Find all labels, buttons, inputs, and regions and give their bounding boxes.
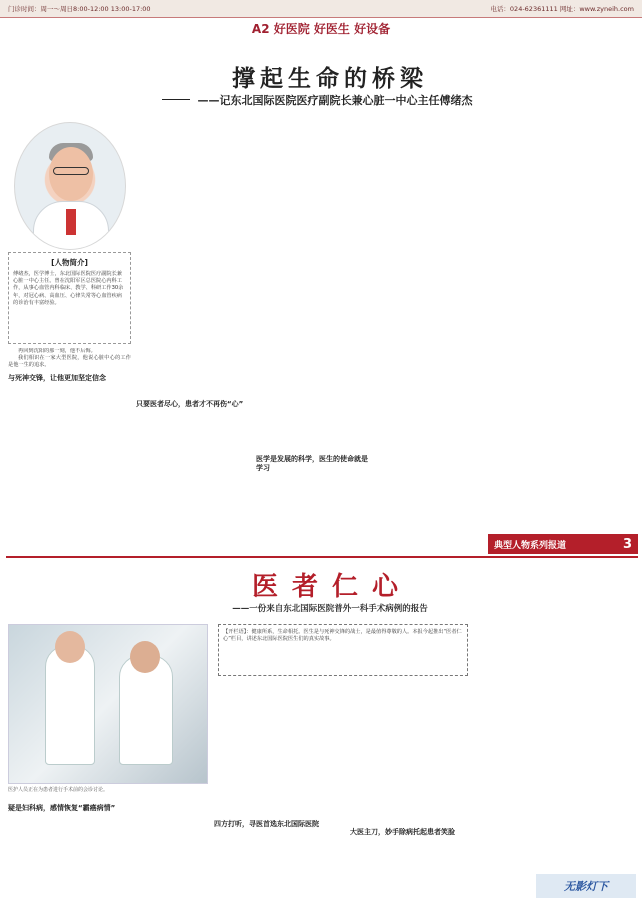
subhead: ——记东北国际医院医疗副院长兼心脏一中心主任傅绪杰	[170, 92, 500, 108]
report-column-far-right	[486, 566, 636, 866]
article-column-3	[376, 120, 491, 530]
report-column-left	[8, 800, 208, 870]
column-banner: 无影灯下	[536, 874, 636, 898]
profile-label: [人物简介]	[51, 258, 88, 267]
col3-subhead: 医学是发展的科学，医生的使命就是学习	[256, 455, 368, 472]
column-intro-box: 【开栏语】：健康所系，生命相托。医生是与死神交锋的战士，是最值得尊敬的人。本报今起推出“医者仁心”栏目，讲述东北国际医院医生们的真实故事。	[218, 624, 468, 676]
series-banner	[488, 534, 638, 554]
contact-info: 电话：024-62361111 网址：www.zyneih.com	[490, 5, 634, 13]
series-number: 3	[622, 536, 632, 552]
report-subhead-b: 四方打听，寻医首选东北国际医院	[214, 820, 319, 828]
profile-text: 傅绪杰，医学博士，东北国际医院医疗副院长兼心脏一中心主任。曾在沈阳军区总医院心内科工作，从事心血管内科临床、教学、科研工作30余年，对冠心病、高血压、心律失常等心血管疾病的诊治有丰富经验。	[13, 271, 124, 306]
intro-subhead: 与死神交锋，让他更加坚定信念	[8, 373, 106, 382]
photo-caption: 医护人员正在为患者进行手术前的会诊讨论。	[8, 787, 109, 793]
header-bar	[0, 0, 642, 18]
col2-subhead: 只要医者尽心，患者才不再伤“心”	[136, 400, 244, 408]
profile-box	[8, 252, 131, 344]
section-divider	[6, 556, 638, 558]
doctor-portrait	[14, 122, 126, 250]
intro-para-1: 再回到沈阳的那一刻，他不后悔。	[18, 348, 96, 354]
report-subhead-c: 大医主刀，妙手除病托起患者笑脸	[350, 828, 455, 836]
intro-para-2: 我们相识在一家大型医院，他说心脏中心的工作是他一生的追求。	[8, 355, 131, 369]
article-column-2	[256, 120, 371, 540]
report-column-mid	[214, 680, 344, 880]
report-subhead-a: 疑是妇科病，感情恢复“霸癌病情”	[8, 804, 116, 812]
section-title: A2 好医院 好医生 好设备	[251, 22, 391, 36]
article-column-1	[136, 120, 251, 540]
intro-column	[8, 348, 131, 548]
headline: 撑起生命的桥梁	[232, 65, 428, 92]
article-column-4	[496, 120, 636, 530]
big-title: 医者仁心	[251, 572, 412, 602]
big-subtitle: ——一份来自东北国际医院普外一科手术病例的报告	[232, 604, 428, 614]
clinic-hours: 门诊时间：周一～周日8:00-12:00 13:00-17:00	[8, 5, 151, 13]
surgery-photo	[8, 624, 208, 784]
series-label: 典型人物系列报道	[494, 540, 567, 551]
report-column-right	[350, 680, 480, 880]
